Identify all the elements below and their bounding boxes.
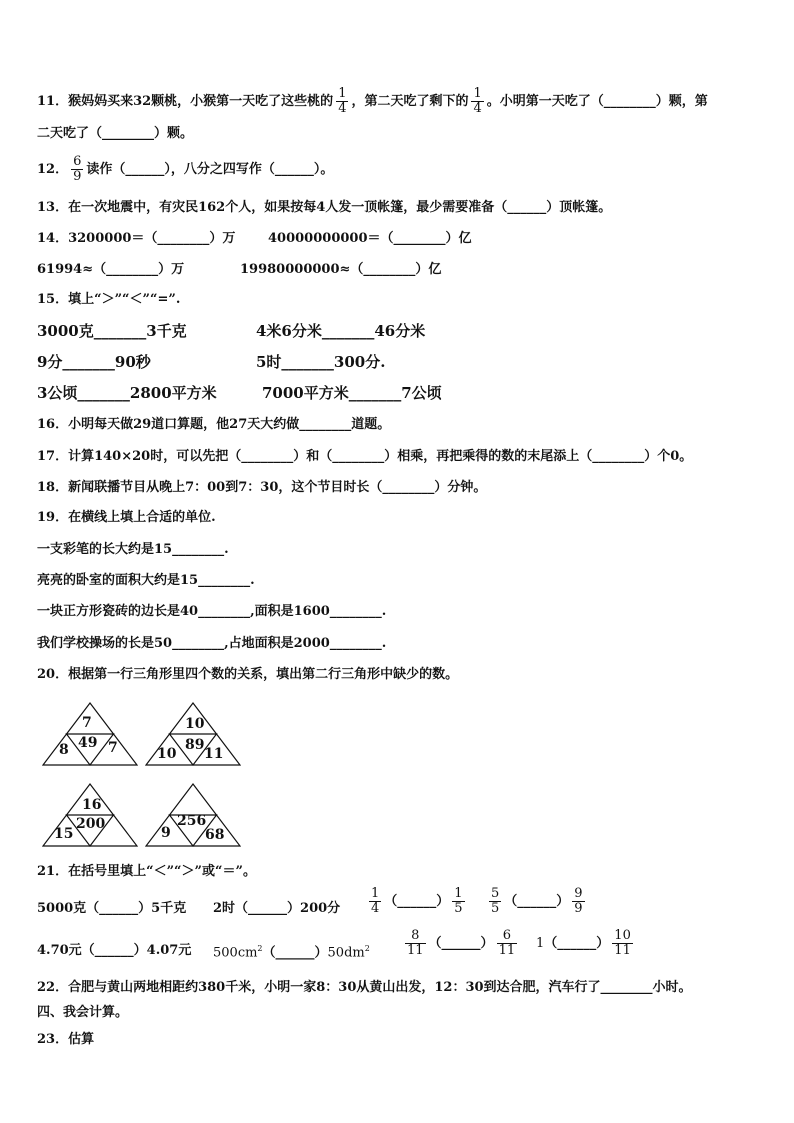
q22-line: 22．合肥与黄山两地相距约380千米，小明一家8：30从黄山出发，12：30到达合肥，汽车行了________小时。 (37, 980, 692, 995)
q21-row1d (486, 887, 588, 916)
q20-title: 20．根据第一行三角形里四个数的关系，填出第二行三角形中缺少的数。 (37, 667, 459, 682)
fraction (452, 887, 464, 916)
q14-line2b: 19980000000≈（________）亿 (240, 262, 442, 277)
q23-line: 23．估算 (37, 1032, 95, 1047)
numerator: 10 (614, 928, 631, 943)
numerator: 5 (491, 886, 500, 901)
fraction (572, 887, 584, 916)
triangle-4-center: 256 (177, 813, 207, 829)
q21-row2d (536, 929, 636, 958)
denominator: 5 (454, 901, 463, 916)
section-heading: 四、我会计算。 (37, 1005, 129, 1020)
triangle-2-top: 10 (185, 716, 205, 732)
q11-text-c: 。小明第一天吃了（________）颗，第 (486, 94, 708, 109)
triangle-4-right: 68 (205, 827, 225, 843)
q19-line4: 我们学校操场的长是50________,占地面积是2000________. (37, 636, 387, 651)
compare-blank: （______） (384, 894, 450, 909)
q14-line1a: 14．3200000＝（________）万 (37, 231, 236, 246)
q21-row1a: 5000克（______）5千克 (37, 901, 187, 916)
triangle-1-shape (42, 702, 138, 766)
denominator: 11 (614, 943, 631, 958)
triangle-4 (145, 783, 241, 847)
compare-blank: （______） (428, 936, 494, 951)
denominator: 4 (338, 101, 347, 116)
numerator: 1 (371, 886, 380, 901)
numerator: 9 (574, 886, 583, 901)
numerator: 6 (497, 929, 518, 944)
q19-line1: 一支彩笔的长大约是15________. (37, 542, 229, 557)
q19-title: 19．在横线上填上合适的单位. (37, 510, 216, 525)
triangle-3 (42, 783, 138, 847)
fraction (497, 929, 518, 958)
q18-line: 18．新闻联播节目从晚上7：00到7：30，这个节目时长（________）分钟。 (37, 480, 487, 495)
area-value-1: 500cm (213, 945, 258, 961)
q11-line2: 二天吃了（________）颗。 (37, 126, 194, 141)
superscript: 2 (364, 944, 370, 953)
numerator: 1 (338, 86, 347, 101)
numerator: 6 (73, 154, 82, 169)
denominator: 4 (371, 901, 380, 916)
numerator: 1 (473, 86, 482, 101)
compare-blank: （______） (262, 945, 328, 961)
q21-row2c (402, 929, 520, 958)
denominator: 11 (407, 943, 424, 958)
fraction (471, 87, 483, 116)
fraction (336, 87, 348, 116)
triangle-4-left: 9 (161, 825, 171, 841)
superscript: 2 (257, 944, 263, 953)
denominator: 4 (473, 101, 482, 116)
q19-line3: 一块正方形瓷砖的边长是40________,面积是1600________. (37, 604, 387, 619)
whole-number: 1 (536, 936, 545, 951)
denominator: 5 (491, 901, 500, 916)
q21-row2b (213, 941, 370, 961)
q15-row3b: 7000平方米_______7公顷 (262, 384, 442, 402)
compare-blank: （______） (504, 894, 570, 909)
q11-text-b: ，第二天吃了剩下的 (351, 94, 469, 109)
q15-row2b: 5时_______300分. (256, 353, 386, 371)
q21-title: 21．在括号里填上“＜”“＞”或“＝”。 (37, 864, 256, 879)
q11-line1 (37, 87, 708, 116)
q14-line2a: 61994≈（________）万 (37, 262, 185, 277)
triangle-1-left: 8 (59, 742, 69, 758)
q15-title: 15．填上“＞”“＜”“=”. (37, 292, 181, 307)
compare-blank: （______） (544, 936, 610, 951)
numerator: 8 (405, 929, 426, 944)
triangle-2-left: 10 (157, 746, 177, 762)
q16-line: 16．小明每天做29道口算题，他27天大约做________道题。 (37, 417, 391, 432)
fraction (489, 887, 501, 916)
triangle-3-center: 200 (76, 816, 106, 832)
denominator: 11 (498, 943, 516, 958)
q14-line1b: 40000000000＝（________）亿 (268, 231, 472, 246)
fraction (71, 155, 83, 184)
fraction (612, 929, 633, 958)
denominator: 9 (574, 901, 583, 916)
q21-row1c (366, 887, 468, 916)
q15-row1b: 4米6分米_______46分米 (256, 322, 426, 340)
q13-line: 13．在一次地震中，有灾民162个人，如果按每4人发一顶帐篷，最少需要准备（______）顶帐篷。 (37, 200, 612, 215)
q21-row1b: 2时（______）200分 (213, 901, 341, 916)
q15-row2a: 9分_______90秒 (37, 353, 151, 371)
triangle-1-top: 7 (82, 715, 92, 731)
q15-row1a: 3000克_______3千克 (37, 322, 187, 340)
numerator: 1 (454, 886, 463, 901)
q11-text-a: 11．猴妈妈买来32颗桃，小猴第一天吃了这些桃的 (37, 94, 334, 109)
area-value-2: 50dm (327, 945, 365, 961)
triangle-2-center: 89 (185, 737, 205, 753)
q15-row3a: 3公顷_______2800平方米 (37, 384, 217, 402)
q19-line2: 亮亮的卧室的面积大约是15________. (37, 573, 255, 588)
q21-row2a: 4.70元（______）4.07元 (37, 943, 192, 958)
q12-text: 读作（______），八分之四写作（______）。 (86, 162, 334, 177)
q12-num: 12． (37, 162, 69, 177)
triangle-1 (42, 702, 138, 766)
triangle-1-right: 7 (108, 740, 118, 756)
triangle-1-center: 49 (78, 735, 98, 751)
triangle-2-right: 11 (204, 746, 224, 762)
triangle-3-top: 16 (82, 797, 102, 813)
denominator: 9 (73, 169, 82, 184)
triangle-2 (145, 702, 241, 766)
q12-line (37, 155, 333, 184)
q17-line: 17．计算140×20时，可以先把（________）和（________）相乘，再把乘得的数的末尾添上（________）个0。 (37, 449, 693, 464)
triangle-3-left: 15 (54, 826, 74, 842)
fraction (405, 929, 426, 958)
fraction (369, 887, 381, 916)
